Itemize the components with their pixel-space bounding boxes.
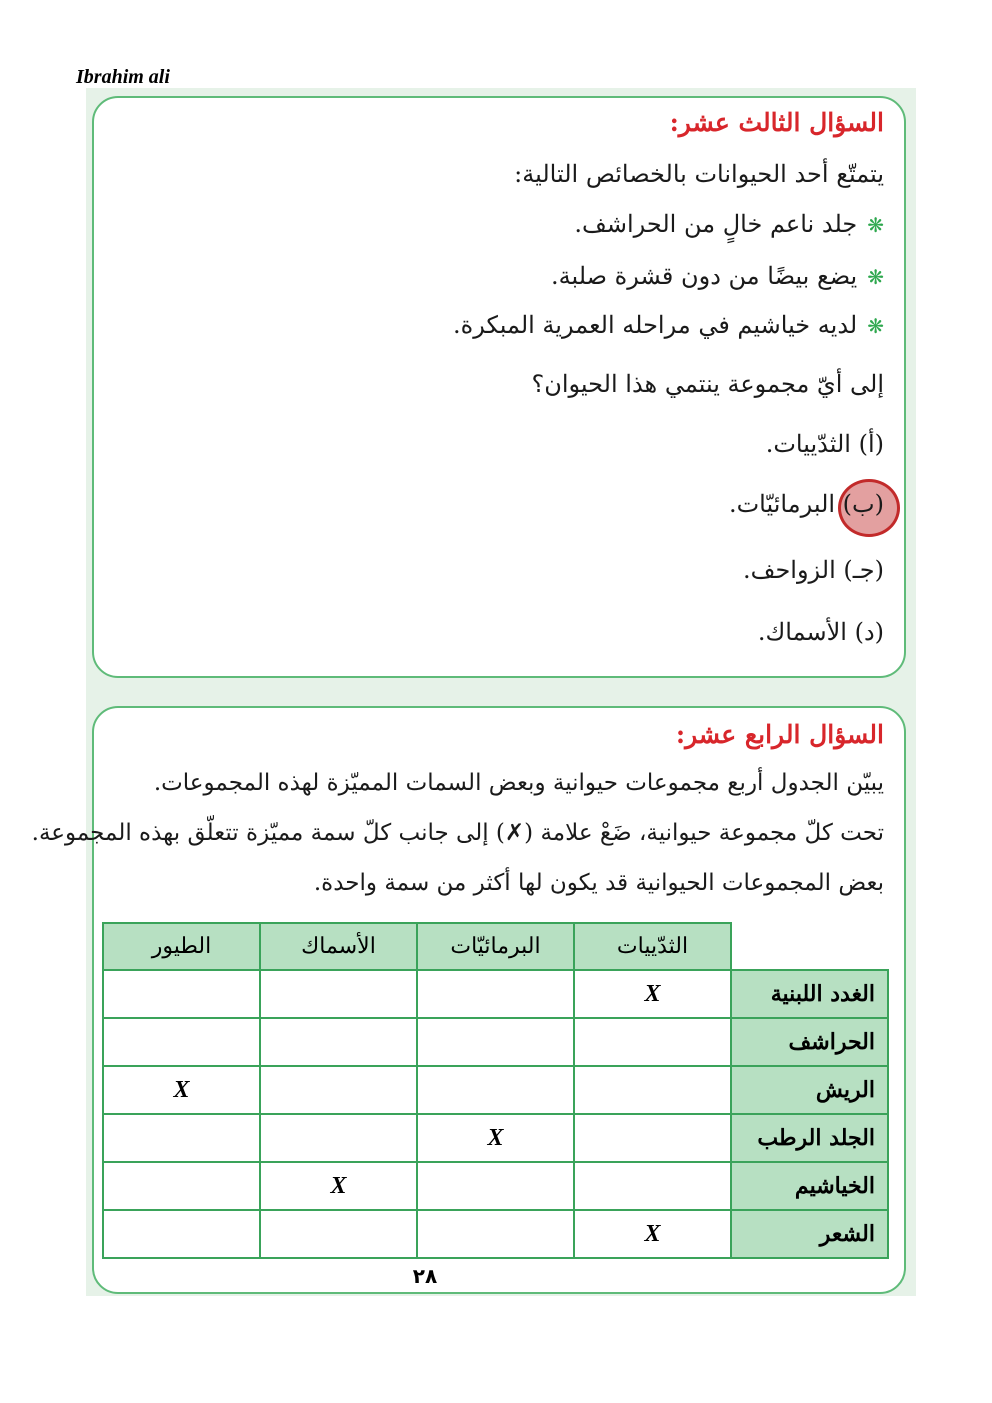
table-cell[interactable]	[417, 1018, 574, 1066]
traits-table	[102, 922, 889, 1259]
table-cell[interactable]	[574, 1018, 731, 1066]
table-cell[interactable]	[574, 1114, 731, 1162]
answer-option-b[interactable]: (ب) البرمائيّات.	[728, 490, 884, 518]
bullet-item: ❋لديه خياشيم في مراحله العمرية المبكرة.	[453, 311, 884, 339]
table-cell[interactable]	[260, 1210, 417, 1258]
table-row	[103, 1114, 888, 1162]
bullet-star-icon: ❋	[867, 213, 884, 237]
answer-option-d[interactable]: (د) الأسماك.	[757, 618, 884, 646]
question-14-line-1: يبيّن الجدول أربع مجموعات حيوانية وبعض السمات المميّزة لهذه المجموعات.	[153, 770, 884, 796]
column-header-mammals: الثدّييات	[574, 923, 731, 970]
table-row	[103, 1066, 888, 1114]
question-14-title: السؤال الرابع عشر:	[675, 720, 884, 749]
table-cell[interactable]	[260, 1018, 417, 1066]
table-cell[interactable]: X	[103, 1066, 260, 1114]
table-cell[interactable]	[103, 1018, 260, 1066]
answer-option-c[interactable]: (جـ) الزواحف.	[742, 556, 884, 584]
column-header-fish: الأسماك	[260, 923, 417, 970]
table-header-row	[103, 923, 888, 970]
page-number: ٢٨	[412, 1264, 438, 1288]
bullet-item: ❋يضع بيضًا من دون قشرة صلبة.	[550, 262, 884, 290]
table-cell[interactable]	[260, 970, 417, 1018]
table-cell[interactable]	[103, 1162, 260, 1210]
table-row	[103, 1162, 888, 1210]
bullet-star-icon: ❋	[867, 265, 884, 289]
table-row	[103, 1210, 888, 1258]
row-header: الخياشيم	[731, 1162, 888, 1210]
table-cell[interactable]	[417, 1210, 574, 1258]
table-cell[interactable]	[574, 1162, 731, 1210]
table-cell[interactable]	[103, 1114, 260, 1162]
row-header: الجلد الرطب	[731, 1114, 888, 1162]
row-header: الحراشف	[731, 1018, 888, 1066]
table-cell[interactable]	[417, 970, 574, 1018]
answer-option-a[interactable]: (أ) الثدّييات.	[765, 430, 884, 458]
column-header-birds: الطيور	[103, 923, 260, 970]
table-cell[interactable]	[417, 1066, 574, 1114]
table-cell[interactable]: X	[417, 1114, 574, 1162]
table-cell[interactable]	[574, 1066, 731, 1114]
table-cell[interactable]	[417, 1162, 574, 1210]
bullet-star-icon: ❋	[867, 314, 884, 338]
table-cell[interactable]: X	[574, 1210, 731, 1258]
table-row	[103, 1018, 888, 1066]
bullet-item: ❋جلد ناعم خالٍ من الحراشف.	[574, 210, 884, 238]
question-13-title: السؤال الثالث عشر:	[669, 108, 884, 137]
table-cell[interactable]	[103, 1210, 260, 1258]
table-cell[interactable]	[260, 1066, 417, 1114]
row-header: الريش	[731, 1066, 888, 1114]
row-header: الغدد اللبنية	[731, 970, 888, 1018]
table-cell[interactable]	[260, 1114, 417, 1162]
question-13-prompt: إلى أيّ مجموعة ينتمي هذا الحيوان؟	[531, 370, 884, 398]
table-corner	[731, 923, 888, 970]
table-row	[103, 970, 888, 1018]
table-cell[interactable]: X	[574, 970, 731, 1018]
question-14-line-2: تحت كلّ مجموعة حيوانية، ضَعْ علامة (✗) إلى جانب كلّ سمة مميّزة تتعلّق بهذه المجموعة.	[31, 820, 884, 846]
table-cell[interactable]	[103, 970, 260, 1018]
table-cell[interactable]: X	[260, 1162, 417, 1210]
question-14-line-3: بعض المجموعات الحيوانية قد يكون لها أكثر من سمة واحدة.	[313, 870, 884, 896]
row-header: الشعر	[731, 1210, 888, 1258]
author-name: Ibrahim ali	[76, 66, 170, 88]
column-header-amphibians: البرمائيّات	[417, 923, 574, 970]
question-13-intro: يتمتّع أحد الحيوانات بالخصائص التالية:	[514, 160, 884, 188]
